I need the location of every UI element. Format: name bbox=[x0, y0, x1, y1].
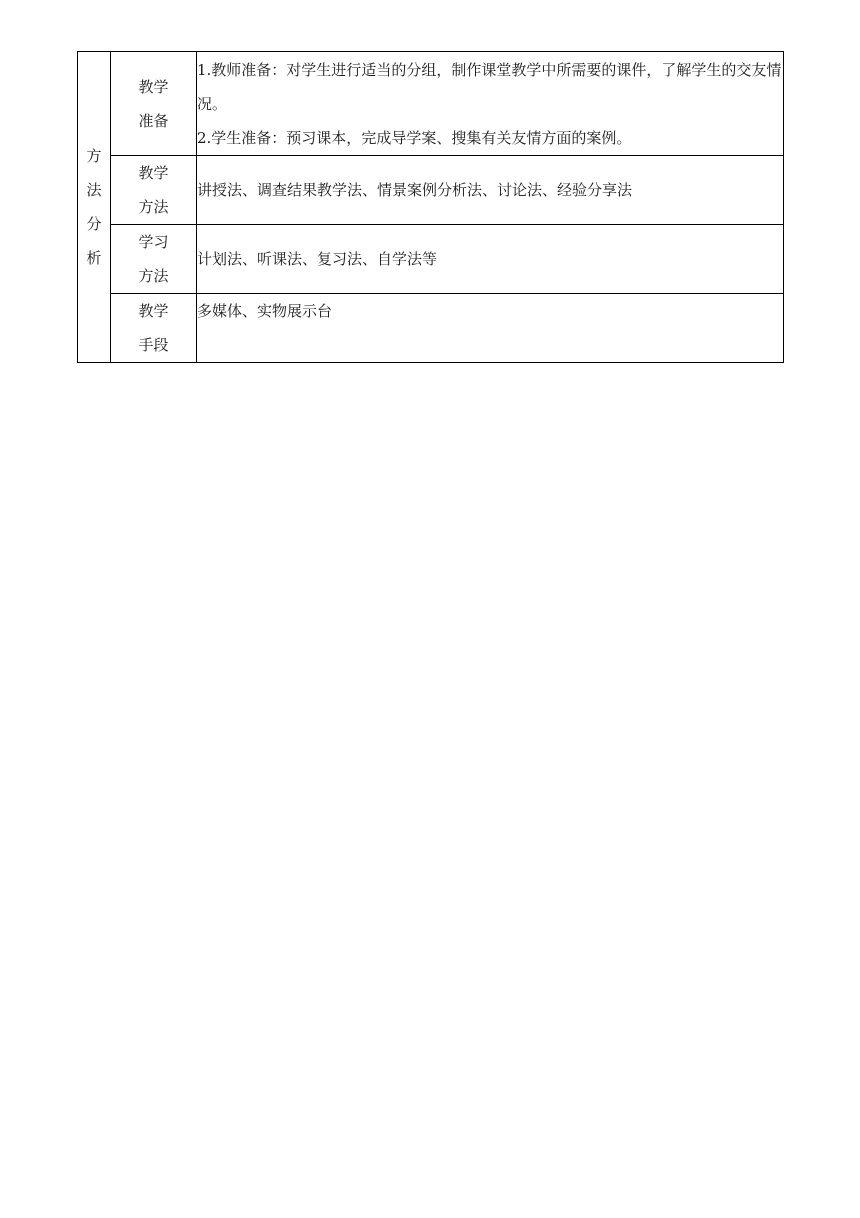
row-content-cell bbox=[197, 225, 784, 294]
teacher-preparation-text: 1.教师准备：对学生进行适当的分组，制作课堂教学中所需要的课件，了解学生的交友情况。 bbox=[197, 60, 782, 113]
row-label-cell bbox=[111, 156, 197, 225]
row-label-cell bbox=[111, 52, 197, 156]
section-label: 方法分析 bbox=[86, 147, 102, 267]
row-content-cell bbox=[197, 156, 784, 225]
table-row bbox=[78, 294, 784, 363]
table-row bbox=[78, 225, 784, 294]
row-label-teaching-preparation: 教学准备 bbox=[138, 77, 169, 130]
table-row bbox=[78, 156, 784, 225]
section-cell bbox=[78, 52, 111, 363]
learning-methods-text: 计划法、听课法、复习法、自学法等 bbox=[197, 250, 438, 268]
method-analysis-table bbox=[77, 51, 784, 363]
row-label-teaching-methods: 教学方法 bbox=[138, 164, 169, 216]
table-row bbox=[78, 52, 784, 156]
teaching-means-text: 多媒体、实物展示台 bbox=[197, 302, 333, 320]
row-content-cell bbox=[197, 294, 784, 363]
row-label-learning-methods: 学习方法 bbox=[138, 233, 169, 285]
row-content-cell bbox=[197, 52, 784, 156]
row-label-teaching-means: 教学手段 bbox=[138, 302, 169, 354]
student-preparation-text: 2.学生准备：预习课本，完成导学案、搜集有关友情方面的案例。 bbox=[197, 128, 632, 147]
row-label-cell bbox=[111, 225, 197, 294]
teaching-methods-text: 讲授法、调查结果教学法、情景案例分析法、讨论法、经验分享法 bbox=[197, 181, 633, 199]
row-label-cell bbox=[111, 294, 197, 363]
